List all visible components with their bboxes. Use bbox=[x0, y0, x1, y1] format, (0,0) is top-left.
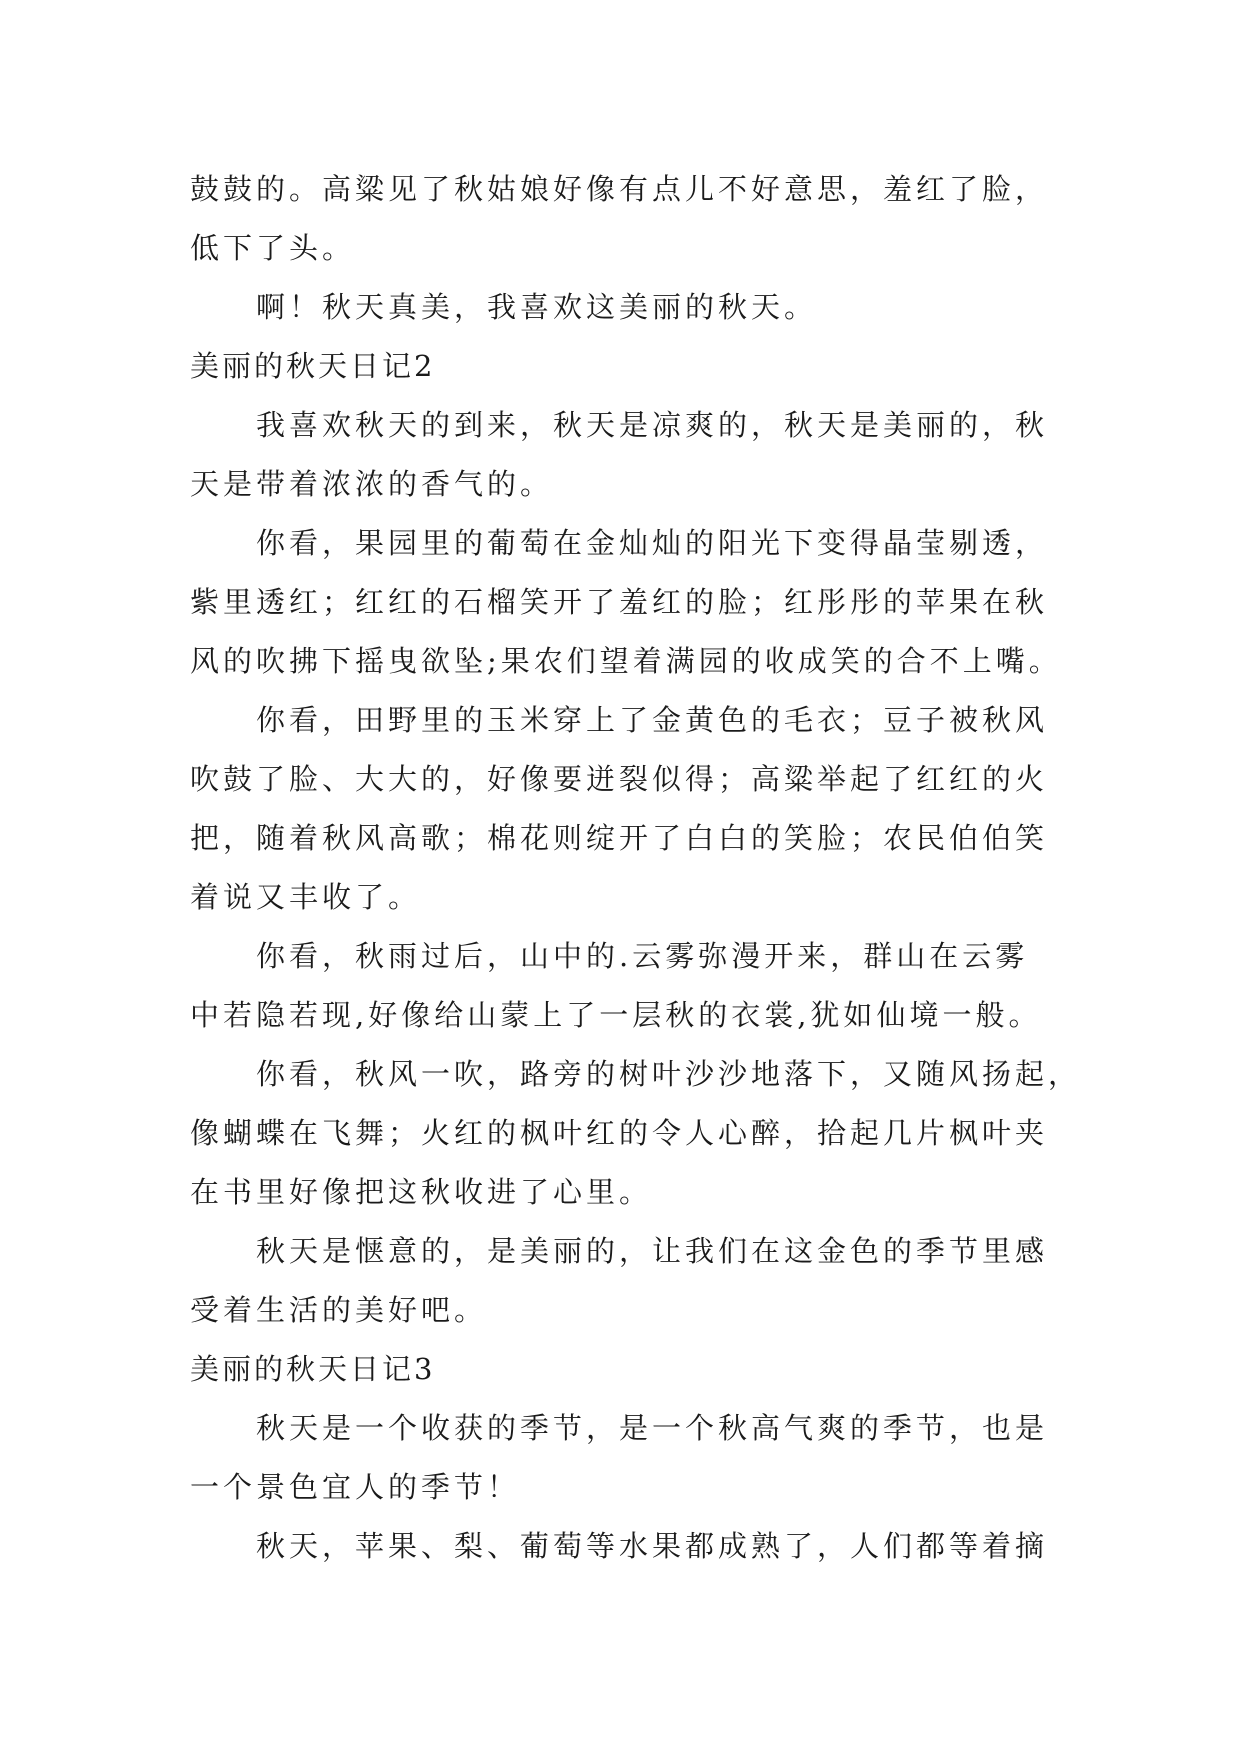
paragraph-line: 我喜欢秋天的到来，秋天是凉爽的，秋天是美丽的，秋 bbox=[256, 408, 1049, 442]
paragraph-line: 受着生活的美好吧。 bbox=[190, 1293, 488, 1327]
paragraph-line: 天是带着浓浓的香气的。 bbox=[190, 467, 554, 501]
paragraph-line: 一个景色宜人的季节！ bbox=[190, 1470, 521, 1504]
paragraph-line: 吹鼓了脸、大大的，好像要迸裂似得；高粱举起了红红的火 bbox=[190, 762, 1049, 796]
paragraph-line: 秋天是一个收获的季节，是一个秋高气爽的季节，也是 bbox=[256, 1411, 1049, 1445]
paragraph-line: 啊！秋天真美，我喜欢这美丽的秋天。 bbox=[256, 290, 818, 324]
paragraph-line: 紫里透红；红红的石榴笑开了羞红的脸；红彤彤的苹果在秋 bbox=[190, 585, 1049, 619]
paragraph-line: 秋天，苹果、梨、葡萄等水果都成熟了，人们都等着摘 bbox=[256, 1529, 1049, 1563]
paragraph-line: 低下了头。 bbox=[190, 231, 356, 265]
paragraph-line: 把，随着秋风高歌；棉花则绽开了白白的笑脸；农民伯伯笑 bbox=[190, 821, 1049, 855]
section-heading: 美丽的秋天日记2 bbox=[190, 349, 436, 383]
paragraph-line: 像蝴蝶在飞舞；火红的枫叶红的令人心醉，拾起几片枫叶夹 bbox=[190, 1116, 1049, 1150]
paragraph-line: 着说又丰收了。 bbox=[190, 880, 422, 914]
section-heading: 美丽的秋天日记3 bbox=[190, 1352, 436, 1386]
paragraph-line: 鼓鼓的。高粱见了秋姑娘好像有点儿不好意思，羞红了脸， bbox=[190, 172, 1049, 206]
paragraph-line: 秋天是惬意的，是美丽的，让我们在这金色的季节里感 bbox=[256, 1234, 1049, 1268]
paragraph-line: 你看，秋风一吹，路旁的树叶沙沙地落下，又随风扬起， bbox=[256, 1057, 1082, 1091]
paragraph-line: 你看，秋雨过后，山中的.云雾弥漫开来，群山在云雾 bbox=[256, 939, 1029, 973]
paragraph-line: 在书里好像把这秋收进了心里。 bbox=[190, 1175, 653, 1209]
paragraph-line: 风的吹拂下摇曳欲坠;果农们望着满园的收成笑的合不上嘴。 bbox=[190, 644, 1062, 678]
paragraph-line: 你看，田野里的玉米穿上了金黄色的毛衣；豆子被秋风 bbox=[256, 703, 1049, 737]
paragraph-line: 中若隐若现,好像给山蒙上了一层秋的衣裳,犹如仙境一般。 bbox=[190, 998, 1042, 1032]
document-page bbox=[190, 160, 1082, 1576]
paragraph-line: 你看，果园里的葡萄在金灿灿的阳光下变得晶莹剔透， bbox=[256, 526, 1049, 560]
